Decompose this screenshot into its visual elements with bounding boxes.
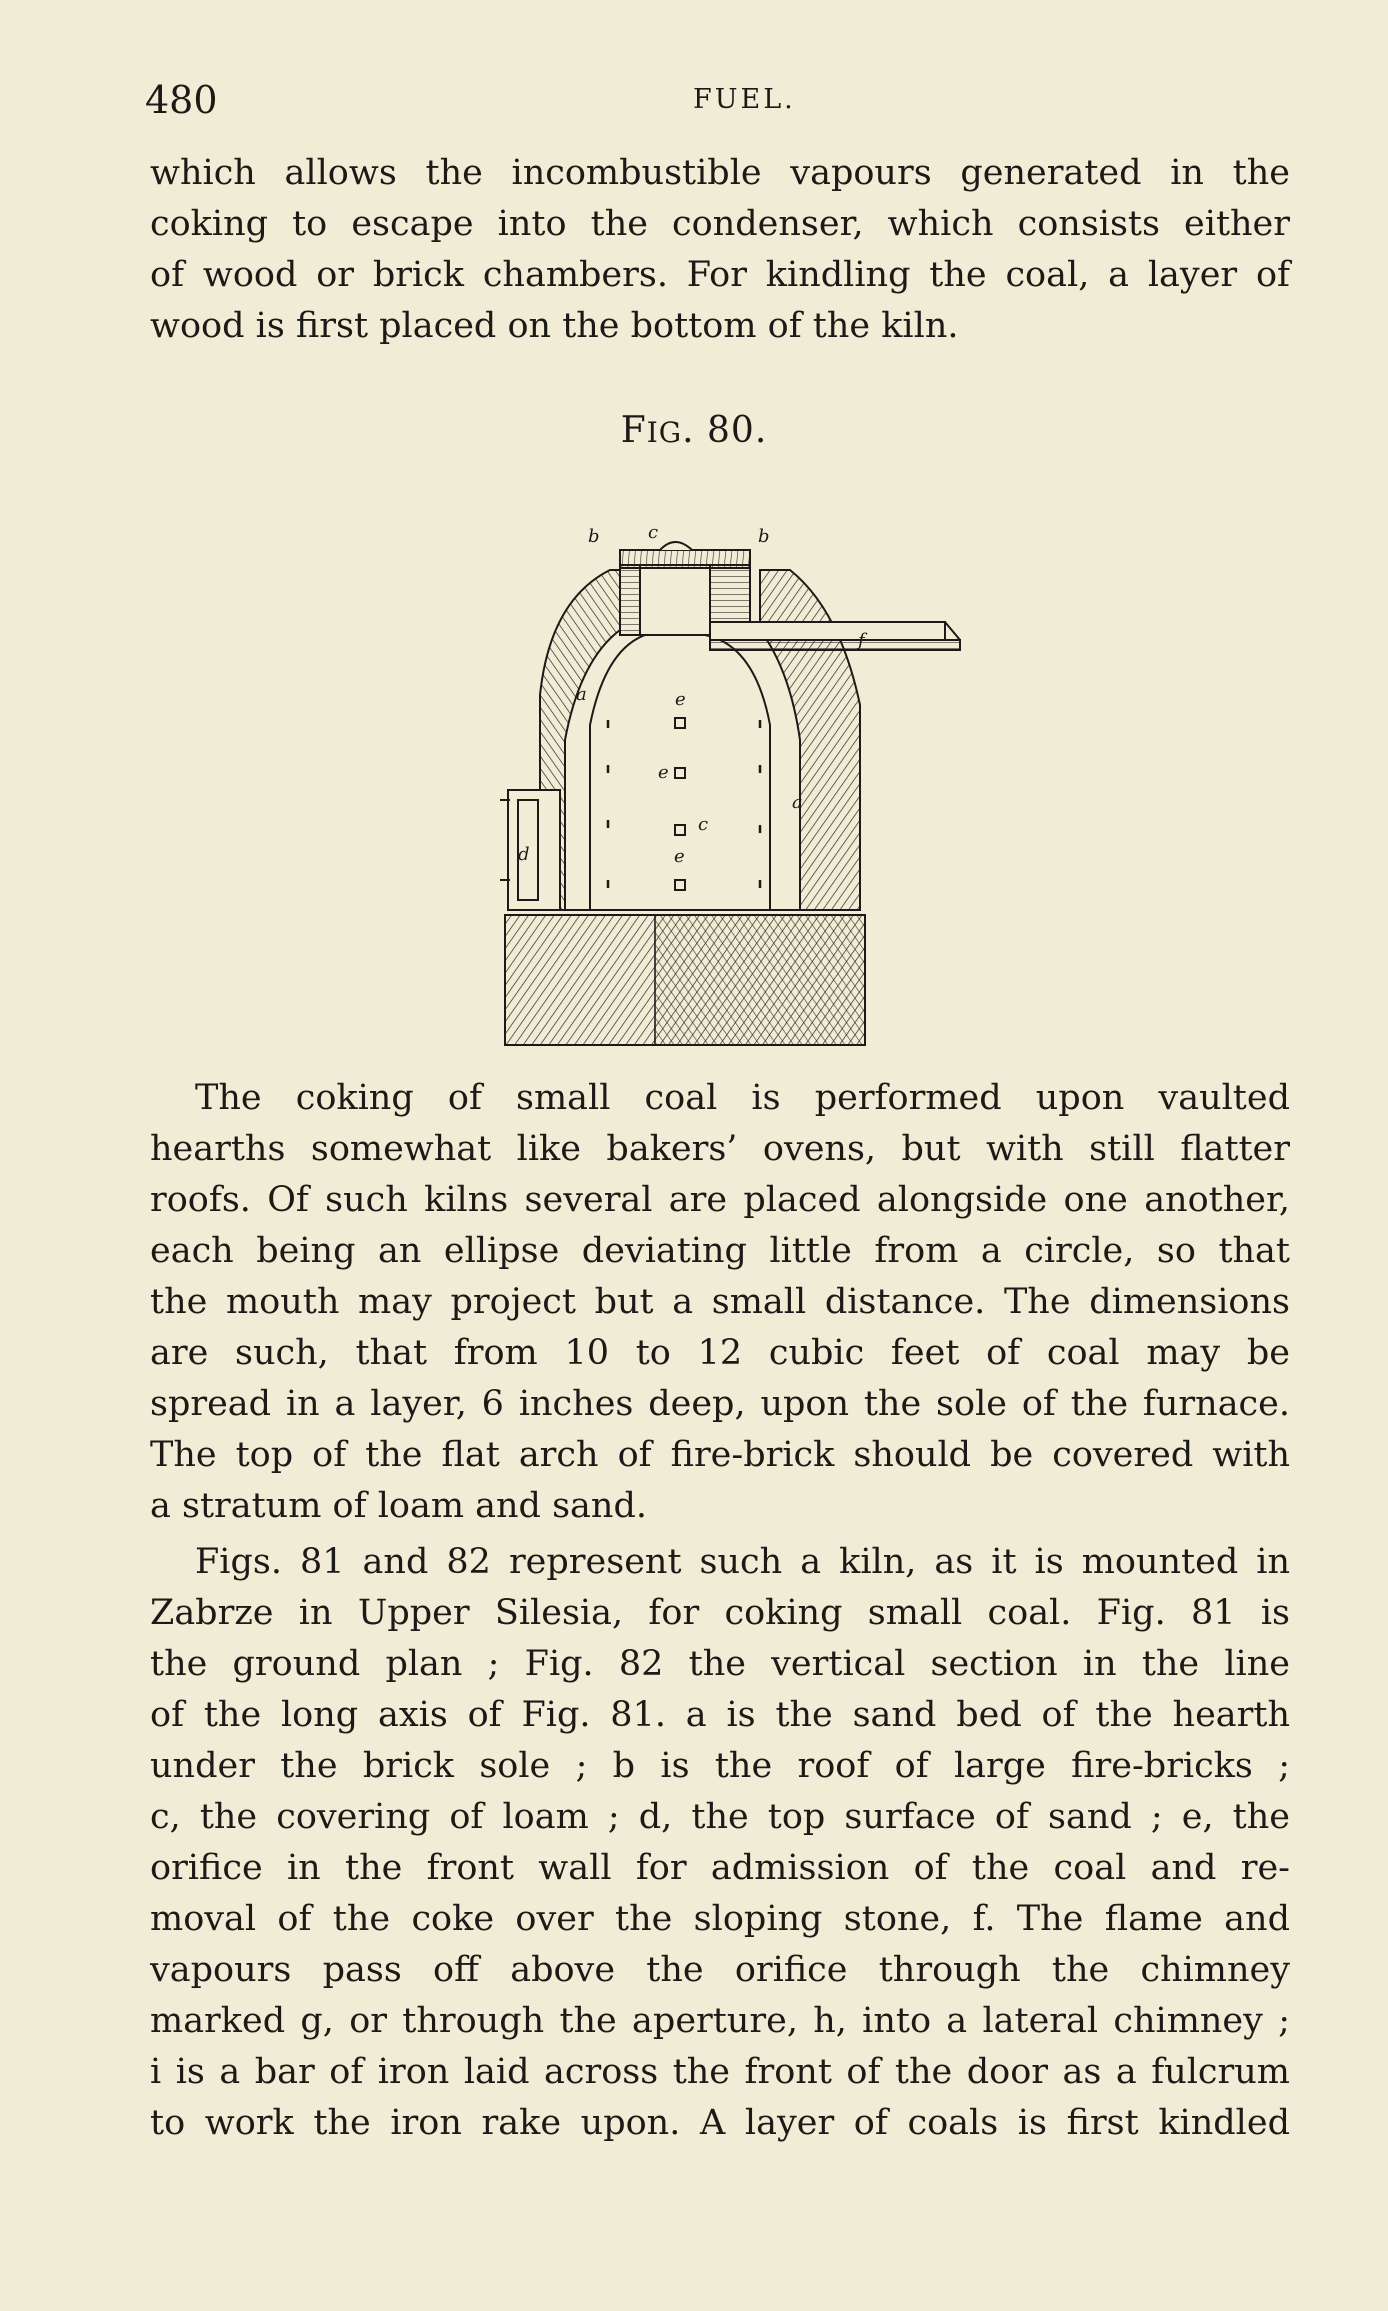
running-head [145,78,1295,128]
paragraph-3 [150,1537,1290,2149]
inner-arch [590,635,770,910]
page-number: 480 [145,78,218,122]
text-line: c, the covering of loam ; d, the top surface of sand ; e, the [150,1797,1290,1837]
flue-duct-lower [710,640,960,650]
running-title: FUEL. [693,84,796,115]
text-line: The top of the flat arch of fire-brick should be covered with [150,1435,1290,1475]
text-line: vapours pass off above the orifice through the chimney [150,1950,1290,1990]
paragraph-2 [150,1073,1290,1532]
text-line: to work the iron rake upon. A layer of coals is first kindled [150,2103,1290,2143]
sand-bed-overlay [655,915,865,1045]
flue-duct [710,622,945,640]
chimney-cap [620,550,750,568]
fig-label: c [698,814,709,835]
text-line: The coking of small coal is performed upon vaulted [195,1078,1290,1118]
text-line: roofs. Of such kilns several are placed alongside one another, [150,1180,1290,1220]
fig-label: d [518,844,530,865]
kiln-section-figure [470,510,990,1050]
text-line: the mouth may project but a small distance. The dimensions [150,1282,1290,1322]
text-line: a stratum of loam and sand. [150,1486,647,1526]
fig-label: f [858,630,865,651]
text-line: of wood or brick chambers. For kindling the coal, a layer of [150,255,1290,295]
text-line: marked g, or through the aperture, h, into a lateral chimney ; [150,2001,1290,2041]
chimney-lid [660,542,692,550]
chimney-wall-left [620,565,640,635]
text-line: the ground plan ; Fig. 82 the vertical section in the line [150,1644,1290,1684]
fig-label: b [588,526,600,547]
text-line: spread in a layer, 6 inches deep, upon the sole of the furnace. [150,1384,1290,1424]
fig-label: e [675,689,686,710]
text-line: i is a bar of iron laid across the front of the door as a fulcrum [150,2052,1290,2092]
text-line: which allows the incombustible vapours generated in the [150,153,1290,193]
text-line: Zabrze in Upper Silesia, for coking small coal. Fig. 81 is [150,1593,1290,1633]
text-line: orifice in the front wall for admission of the coal and re- [150,1848,1290,1888]
chimney [640,565,710,635]
fig-label: a [576,684,587,705]
text-line: coking to escape into the condenser, which consists either [150,204,1290,244]
text-line: moval of the coke over the sloping stone, f. The flame and [150,1899,1290,1939]
fig-label: a [792,792,803,813]
paragraph-1 [150,148,1290,352]
fig-label: c [648,522,659,543]
text-line: each being an ellipse deviating little from a circle, so that [150,1231,1290,1271]
text-line: hearths somewhat like bakers’ ovens, but with still flatter [150,1129,1290,1169]
fig-label: e [658,762,669,783]
text-line: wood is first placed on the bottom of the kiln. [150,306,959,346]
fig-label: b [758,526,770,547]
figure-caption: FIG. 80. [620,410,768,451]
text-line: Figs. 81 and 82 represent such a kiln, as it is mounted in [195,1542,1290,1582]
fig-label: e [674,846,685,867]
text-line: under the brick sole ; b is the roof of large fire-bricks ; [150,1746,1290,1786]
text-line: are such, that from 10 to 12 cubic feet of coal may be [150,1333,1290,1373]
text-line: of the long axis of Fig. 81. a is the sand bed of the hearth [150,1695,1290,1735]
door-frame [508,790,560,910]
